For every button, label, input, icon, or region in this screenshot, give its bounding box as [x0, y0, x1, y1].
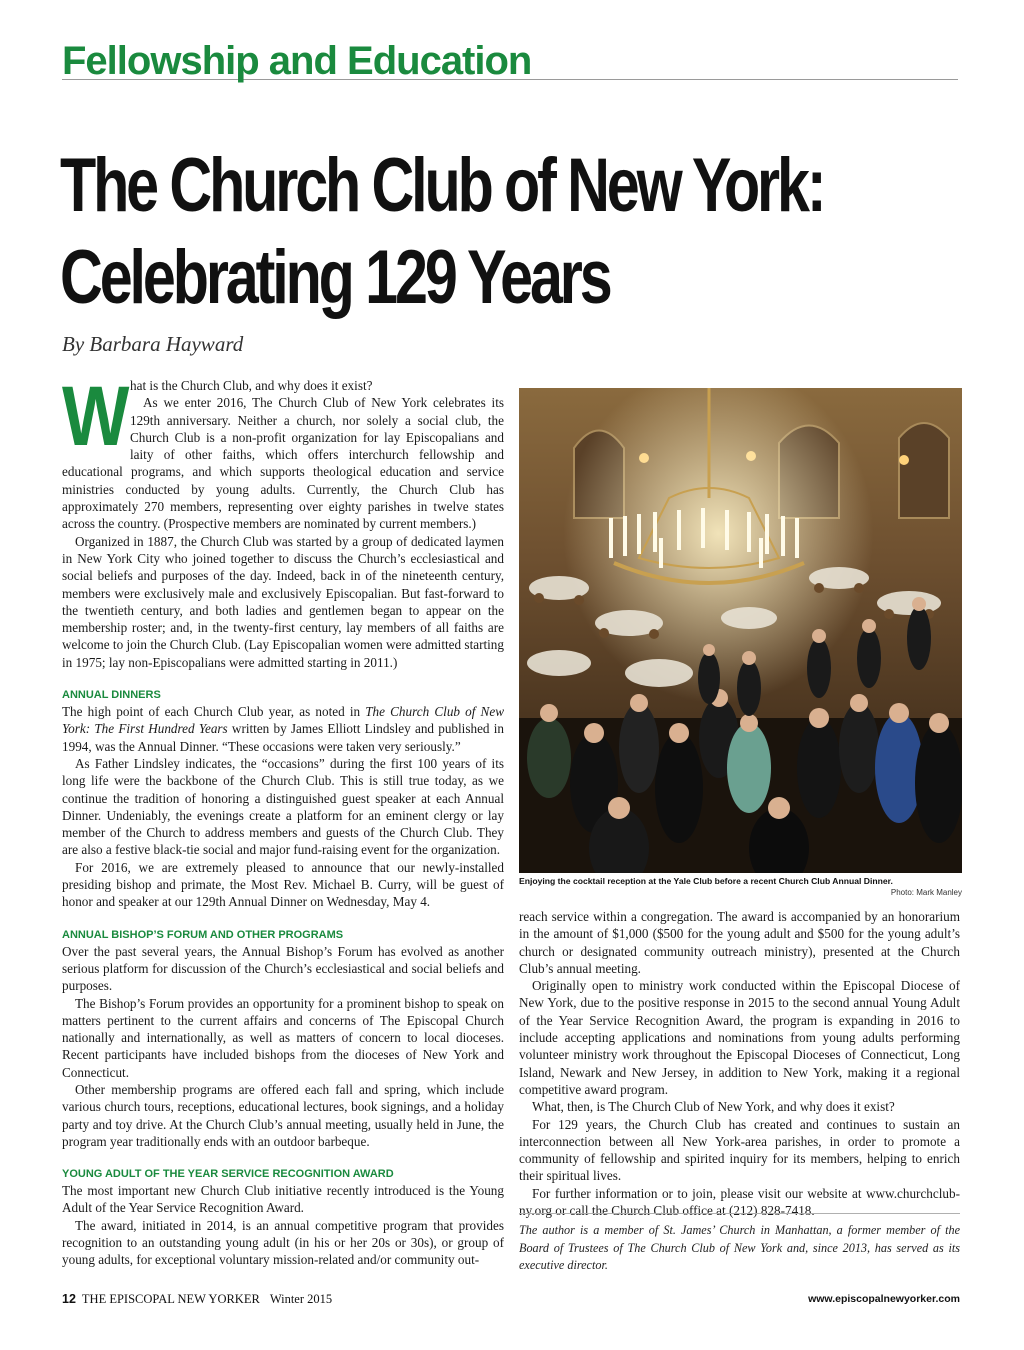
author-note: The author is a member of St. James’ Church in Manhattan, a former member of the Board of Trustees of The Church Club of New York and, since 2013, has served as its executive director.	[519, 1223, 960, 1272]
body-paragraph: reach service within a congregation. The award is accompanied by an honorarium in the amount of $1,000 ($500 for the young adult and $500 for the young adult’s church or designated community outreach ministry), presented at the Church Club’s annual meeting.	[519, 909, 960, 976]
photo-credit: Photo: Mark Manley	[890, 888, 962, 897]
divider	[519, 1213, 960, 1214]
subhead-annual-dinners: ANNUAL DINNERS	[62, 689, 161, 702]
body-paragraph: The most important new Church Club initiative recently introduced is the Young Adult of the Year Service Recognition Award.	[62, 1183, 504, 1216]
article-headline	[60, 140, 824, 324]
body-paragraph: As Father Lindsley indicates, the “occasions” during the first 100 years of its long life were the backbone of the Church Club. This is still true today, as we continue the tradition of honoring a distinguished guest speaker at each Annual Dinner. Undeniably, the evenings create a platform for an eminent clergy or lay member of the Church to address members and guests of the Church Club. They are also a festive black-tie social and major fund-raising event for the organization.	[62, 755, 504, 858]
right-column	[519, 908, 960, 1219]
body-paragraph: For 2016, we are extremely pleased to announce that our newly-installed presiding bishop and primate, the Most Rev. Michael B. Curry, will be guest of honor and speaker at our 129th Annual Dinner on Wednesday, May 4.	[62, 859, 504, 910]
page-number: 12	[62, 1292, 76, 1306]
body-paragraph: The Bishop’s Forum provides an opportunity for a prominent bishop to speak on matters pertinent to the current affairs and concerns of The Episcopal Church nationally and internationally, as well as matters of concern to local dioceses. Recent participants have included bishops from the dioceses of New York and Connecticut.	[62, 995, 504, 1080]
body-paragraph: The high point of each Church Club year, as noted in The Church Club of New York: The First Hundred Years written by James Elliott Lindsley and published in 1994, was the Annual Dinner. “These occasions were taken very seriously.”	[62, 704, 505, 754]
body-paragraph: For further information or to join, please visit our website at www.churchclub-ny.org or call the Church Club office at (212) 828-7418.	[519, 1185, 960, 1219]
body-paragraph: Organized in 1887, the Church Club was started by a group of dedicated laymen in New York City who joined together to discuss the Church’s ecclesiastical and social beliefs and purposes of the day. Indeed, back in of the nineteenth century, members were exclusively male and exclusively Episcopalian. But fast-forward to the twentieth century, and both ladies and gentlemen began to appear on the membership roster; and, in the twenty-first century, lay members of all faiths are welcome to join the Church Club. (Lay Episcopalian women were admitted starting in 1975; lay non-Episcopalians were admitted starting in 2011.)	[62, 533, 504, 670]
subhead-bishops-forum: ANNUAL BISHOP’S FORUM AND OTHER PROGRAMS	[62, 928, 344, 941]
headline-line-1: The Church Club of New York:	[60, 143, 824, 228]
issue-label: Winter 2015	[269, 1292, 333, 1306]
section-header	[62, 39, 958, 83]
subhead-young-adult-award: YOUNG ADULT OF THE YEAR SERVICE RECOGNITION AWARD	[62, 1168, 394, 1181]
body-paragraph: Over the past several years, the Annual Bishop’s Forum has evolved as another serious platform for discussion of the Church’s ecclesiastical and social beliefs and purposes.	[62, 943, 504, 994]
body-paragraph: Originally open to ministry work conducted within the Episcopal Diocese of New York, due to the positive response in 2015 to the second annual Young Adult of the Year Service Recognition Award, the program is expanding in 2016 to include accepting applications and nominations from young adults performing volunteer ministry work throughout the Episcopal Dioceses of Connecticut, Long Island, Newark and New Jersey, in addition to New York, making it a regional competitive award program.	[519, 978, 960, 1097]
intro-paragraph: hat is the Church Club, and why does it exist?	[130, 378, 373, 393]
book-title: The Church Club of New York: The First Hundred Years	[62, 704, 504, 737]
headline-line-2: Celebrating 129 Years	[60, 235, 610, 320]
photo-caption: Enjoying the cocktail reception at the Yale Club before a recent Church Club Annual Dinner.	[519, 876, 893, 886]
body-paragraph: What, then, is The Church Club of New York, and why does it exist?	[532, 1099, 895, 1115]
footer-left	[62, 1292, 332, 1307]
reception-photo	[519, 388, 962, 873]
body-paragraph: The award, initiated in 2014, is an annual competitive program that provides recognition to an outstanding young adult (in his or her 20s or 30s), or group of young adults, for exceptional voluntary mission-related and/or community out-	[62, 1217, 504, 1268]
left-column	[62, 369, 505, 1269]
drop-cap: W	[62, 369, 130, 463]
body-paragraph: Other membership programs are offered each fall and spring, which include various church tours, receptions, educational lectures, book signings, and a holiday party and toy drive. At the Church Club’s annual meeting, usually held in June, the program year traditionally ends with an outdoor barbeque.	[62, 1081, 504, 1149]
section-title: Fellowship and Education	[62, 39, 532, 83]
body-paragraph: For 129 years, the Church Club has created and continues to sustain an interconnection between all New York-area parishes, in order to promote a community of fellowship and spirited inquiry for its members, helping to enrich their spiritual lives.	[519, 1116, 960, 1184]
byline: By Barbara Hayward	[62, 332, 244, 356]
body-paragraph: As we enter 2016, The Church Club of New York celebrates its 129th anniversary. Neither a church, nor solely a social club, the Church Club is a non-profit organization for lay Episcopalians and laity of other faiths, which offers interchurch fellowship and educational programs, and which supports theological education and service ministries conducted by young adults. Currently, the Church Club has approximately 270 members, representing over eighty parishes in twelve states across the country. (Prospective members are nominated by current members.)	[62, 395, 504, 532]
publication-name: THE EPISCOPAL NEW YORKER	[81, 1292, 260, 1306]
website-url: www.episcopalnewyorker.com	[808, 1293, 960, 1305]
